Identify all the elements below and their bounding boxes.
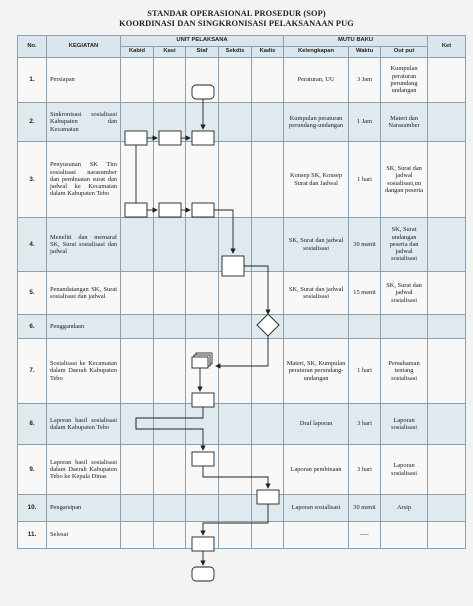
row-kelengkapan [284, 522, 349, 549]
row-kegiatan: Penggandaan [47, 315, 121, 339]
row-ket [428, 58, 466, 103]
row-output: SK, Surat dan jadwal sosialisasi [381, 272, 428, 315]
row-kegiatan: Pengarsipan [47, 495, 121, 522]
row-kegiatan: Meneliti dan memaraf SK, Surat sosialisasi dan jadwal [47, 218, 121, 272]
table-row [18, 315, 466, 339]
sop-table [17, 35, 466, 549]
table-row [18, 339, 466, 404]
row-number: 6. [18, 315, 47, 339]
row-ket [428, 445, 466, 495]
table-row [18, 404, 466, 445]
row-kelengkapan: Kumpulan peraturan perundang-undangan [284, 103, 349, 142]
row-ket [428, 142, 466, 218]
row-kelengkapan: Peraturan, UU [284, 58, 349, 103]
header-kegiatan: KEGIATAN [47, 36, 121, 58]
row-output: SK, Surat dan jadwal sosialisasi,un dangan peserta [381, 142, 428, 218]
row-kegiatan: Penyusunan SK Tim sosialisasi narasumber dan pembuatan surat dan jadwal ke Kecamatan dalam Kabupaten Tebo [47, 142, 121, 218]
row-waktu: 15 menit [349, 272, 381, 315]
header-no: No. [18, 36, 47, 58]
table-row [18, 445, 466, 495]
row-number: 2. [18, 103, 47, 142]
row-waktu: 3 hari [349, 445, 381, 495]
row-output [381, 522, 428, 549]
table-row [18, 142, 466, 218]
document-subtitle: KOORDINASI DAN SINGKRONISASI PELAKSANAAN PUG [119, 19, 354, 28]
header-kadis: Kadis [252, 47, 284, 58]
document-title: STANDAR OPERASIONAL PROSEDUR (SOP) [147, 9, 326, 18]
row-ket [428, 404, 466, 445]
row-kegiatan: Persiapan [47, 58, 121, 103]
row-output: Laporan sosialisasi [381, 445, 428, 495]
row-waktu: 1 hari [349, 142, 381, 218]
row-output: Materi dan Narasumber [381, 103, 428, 142]
row-kelengkapan: Laporan pembinaan [284, 445, 349, 495]
row-number: 1. [18, 58, 47, 103]
row-waktu: 30 menit [349, 495, 381, 522]
row-ket [428, 272, 466, 315]
table-row [18, 272, 466, 315]
row-number: 8. [18, 404, 47, 445]
row-number: 10. [18, 495, 47, 522]
header-kelengkapan: Kelengkapan [284, 47, 349, 58]
row-kegiatan: Laporan hasil sosialisasi dalam Kabupaten Tebo [47, 404, 121, 445]
header-kabid: Kabid [121, 47, 154, 58]
row-kelengkapan: Draf laporan [284, 404, 349, 445]
table-row [18, 495, 466, 522]
row-waktu: 1 Jam [349, 103, 381, 142]
table-row [18, 522, 466, 549]
row-number: 5. [18, 272, 47, 315]
row-kegiatan: Sinkronisasi sosialisasi Kabupaten dan Kecamatan [47, 103, 121, 142]
row-output: SK, Surat undangan peserta dan jadwal sosialisasi [381, 218, 428, 272]
row-output [381, 315, 428, 339]
row-number: 11. [18, 522, 47, 549]
table-row [18, 103, 466, 142]
row-number: 9. [18, 445, 47, 495]
row-ket [428, 103, 466, 142]
end-terminator [192, 567, 214, 581]
row-output: Kumpulan peraturan perundang undangan [381, 58, 428, 103]
row-kegiatan: Selesai [47, 522, 121, 549]
row-ket [428, 315, 466, 339]
row-waktu: 1 hari [349, 339, 381, 404]
row-ket [428, 495, 466, 522]
row-ket [428, 522, 466, 549]
row-ket [428, 218, 466, 272]
row-ket [428, 339, 466, 404]
header-staf: Staf [186, 47, 219, 58]
row-kelengkapan [284, 315, 349, 339]
row-waktu: 3 Jam [349, 58, 381, 103]
row-output: Arsip [381, 495, 428, 522]
row-kelengkapan: SK, Surat dan jadwal sosialisasi [284, 218, 349, 272]
header-waktu: Waktu [349, 47, 381, 58]
row-kelengkapan: Materi, SK, Kumpulan peraturan perundang-undangan [284, 339, 349, 404]
table-row [18, 218, 466, 272]
row-waktu [349, 315, 381, 339]
header-sekdis: Sekdis [219, 47, 252, 58]
row-kegiatan: Penandatangan SK, Surat sosialisasi dan jadwal [47, 272, 121, 315]
header-output: Out put [381, 47, 428, 58]
header-kasi: Kasi [154, 47, 186, 58]
row-kelengkapan: SK, Surat dan jadwal sosialisasi [284, 272, 349, 315]
row-kelengkapan: Konsep SK, Konsep Surat dan Jadwal [284, 142, 349, 218]
header-unit-pelaksana: UNIT PELAKSANA [121, 36, 284, 47]
header-mutu-baku: MUTU BAKU [284, 36, 428, 47]
row-number: 4. [18, 218, 47, 272]
row-kegiatan: Laporan hasil sosialisasi dalam Daerah Kabupaten Tebo ke Kepala Dinas [47, 445, 121, 495]
row-number: 3. [18, 142, 47, 218]
row-output: Pemahaman tentang sosialisasi [381, 339, 428, 404]
header-ket: Ket [428, 36, 466, 58]
row-waktu: ---- [349, 522, 381, 549]
table-row [18, 58, 466, 103]
row-number: 7. [18, 339, 47, 404]
row-kelengkapan: Laporan sosialisasi [284, 495, 349, 522]
row-output: Laporan sosialisasi [381, 404, 428, 445]
row-waktu: 30 menit [349, 218, 381, 272]
row-kegiatan: Sosialisasi ke Kecamatan dalam Daerah Kabupaten Tebo [47, 339, 121, 404]
row-waktu: 3 hari [349, 404, 381, 445]
